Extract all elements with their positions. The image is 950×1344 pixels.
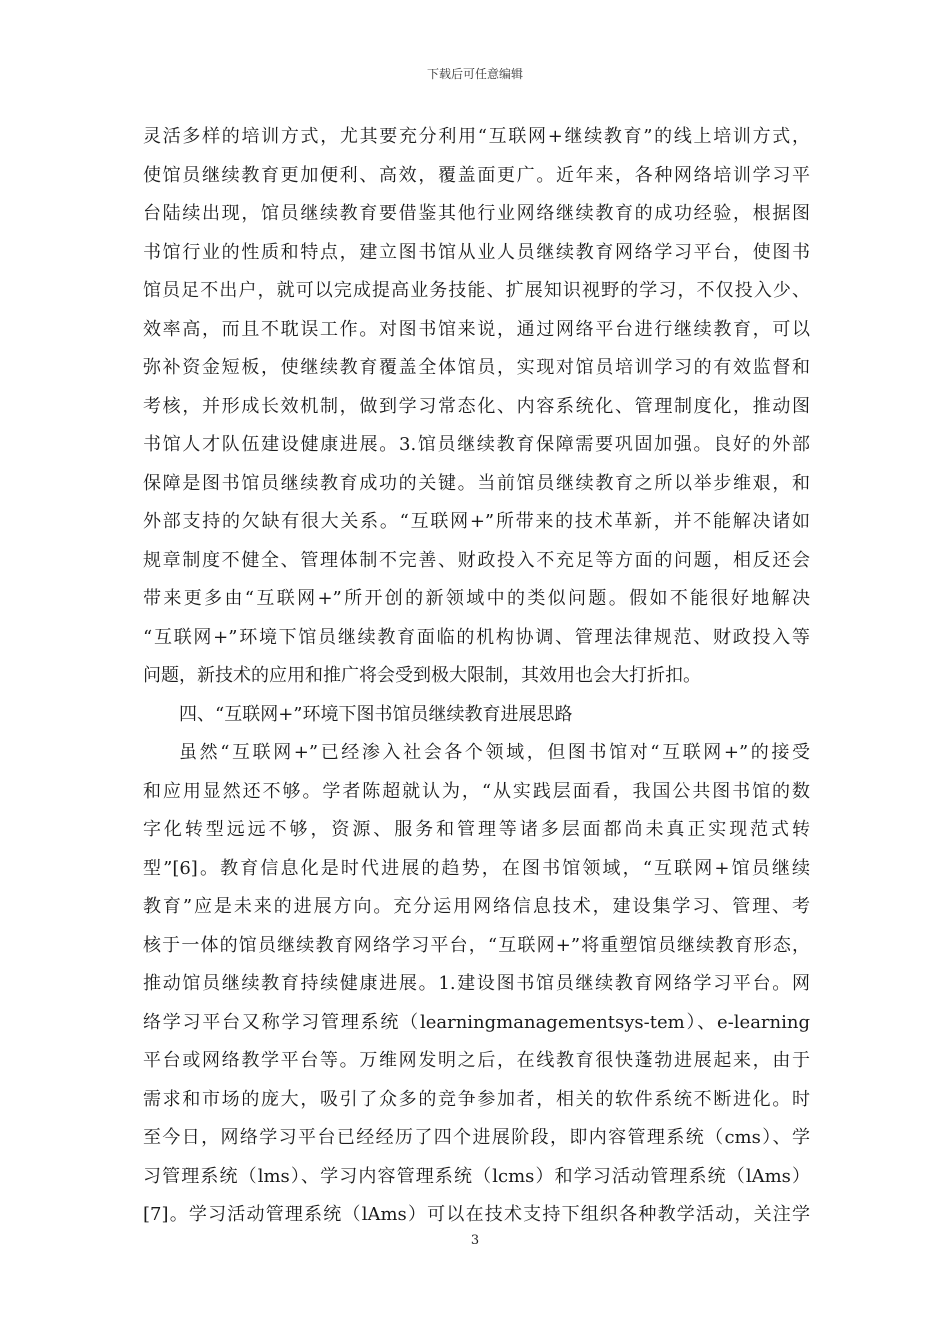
body-line-15: 问题，新技术的应用和推广将会受到极大限制，其效用也会大打折扣。 <box>143 665 701 686</box>
body-line-2: 使馆员继续教育更加便利、高效，覆盖面更广。近年来，各种网络培训学习平 <box>143 164 810 186</box>
body-line-29: [7]。学习活动管理系统（lAms）可以在技术支持下组织各种教学活动，关注学 <box>143 1204 810 1225</box>
body-line-11: 外部支持的欠缺有很大关系。“互联网+”所带来的技术革新，并不能解决诸如 <box>143 511 810 532</box>
body-line-23: 推动馆员继续教育持续健康进展。1.建设图书馆员继续教育网络学习平台。网 <box>143 973 810 994</box>
body-line-19: 字化转型远远不够，资源、服务和管理等诸多层面都尚未真正实现范式转 <box>143 819 810 840</box>
body-line-14: “互联网+”环境下馆员继续教育面临的机构协调、管理法律规范、财政投入等 <box>143 626 810 648</box>
body-line-17: 虽然“互联网+”已经渗入社会各个领域，但图书馆对“互联网+”的接受 <box>179 742 810 763</box>
page-header-note: 下载后可任意编辑 <box>426 67 523 81</box>
body-line-18: 和应用显然还不够。学者陈超就认为，“从实践层面看，我国公共图书馆的数 <box>143 780 810 802</box>
body-line-22: 核于一体的馆员继续教育网络学习平台，“互联网+”将重塑馆员继续教育形态， <box>143 934 810 956</box>
body-line-20: 型”[6]。教育信息化是时代进展的趋势，在图书馆领域，“互联网+馆员继续 <box>143 857 810 879</box>
body-line-28: 习管理系统（lms）、学习内容管理系统（lcms）和学习活动管理系统（lAms） <box>143 1165 810 1187</box>
body-line-10: 保障是图书馆员继续教育成功的关键。当前馆员继续教育之所以举步维艰，和 <box>143 472 810 494</box>
section-heading: 四、“互联网+”环境下图书馆员继续教育进展思路 <box>179 703 573 725</box>
body-line-5: 馆员足不出户，就可以完成提高业务技能、扩展知识视野的学习，不仅投入少、 <box>143 280 810 301</box>
body-line-13: 带来更多由“互联网+”所开创的新领域中的类似问题。假如不能很好地解决 <box>143 588 810 609</box>
body-line-6: 效率高，而且不耽误工作。对图书馆来说，通过网络平台进行继续教育，可以 <box>143 318 810 340</box>
body-line-8: 考核，并形成长效机制，做到学习常态化、内容系统化、管理制度化，推动图 <box>143 395 810 417</box>
body-line-26: 需求和市场的庞大，吸引了众多的竞争参加者，相关的软件系统不断进化。时 <box>143 1088 810 1110</box>
body-line-3: 台陆续出现，馆员继续教育要借鉴其他行业网络继续教育的成功经验，根据图 <box>143 203 810 224</box>
body-line-27: 至今日，网络学习平台已经经历了四个进展阶段，即内容管理系统（cms）、学 <box>143 1127 810 1148</box>
body-line-1: 灵活多样的培训方式，尤其要充分利用“互联网+继续教育”的线上培训方式， <box>143 126 810 147</box>
document-body <box>143 118 810 1235</box>
page-number: 3 <box>470 1233 480 1248</box>
body-line-24: 络学习平台又称学习管理系统（learningmanagementsys-tem）、e-learning <box>143 1011 810 1033</box>
body-line-12: 规章制度不健全、管理体制不完善、财政投入不充足等方面的问题，相反还会 <box>143 549 810 571</box>
body-line-9: 书馆人才队伍建设健康进展。3.馆员继续教育保障需要巩固加强。良好的外部 <box>143 434 810 455</box>
body-line-25: 平台或网络教学平台等。万维网发明之后，在线教育很快蓬勃进展起来，由于 <box>143 1050 810 1071</box>
body-line-7: 弥补资金短板，使继续教育覆盖全体馆员，实现对馆员培训学习的有效监督和 <box>143 357 810 378</box>
body-line-4: 书馆行业的性质和特点，建立图书馆从业人员继续教育网络学习平台，使图书 <box>143 241 810 263</box>
body-line-21: 教育”应是未来的进展方向。充分运用网络信息技术，建设集学习、管理、考 <box>143 896 810 917</box>
